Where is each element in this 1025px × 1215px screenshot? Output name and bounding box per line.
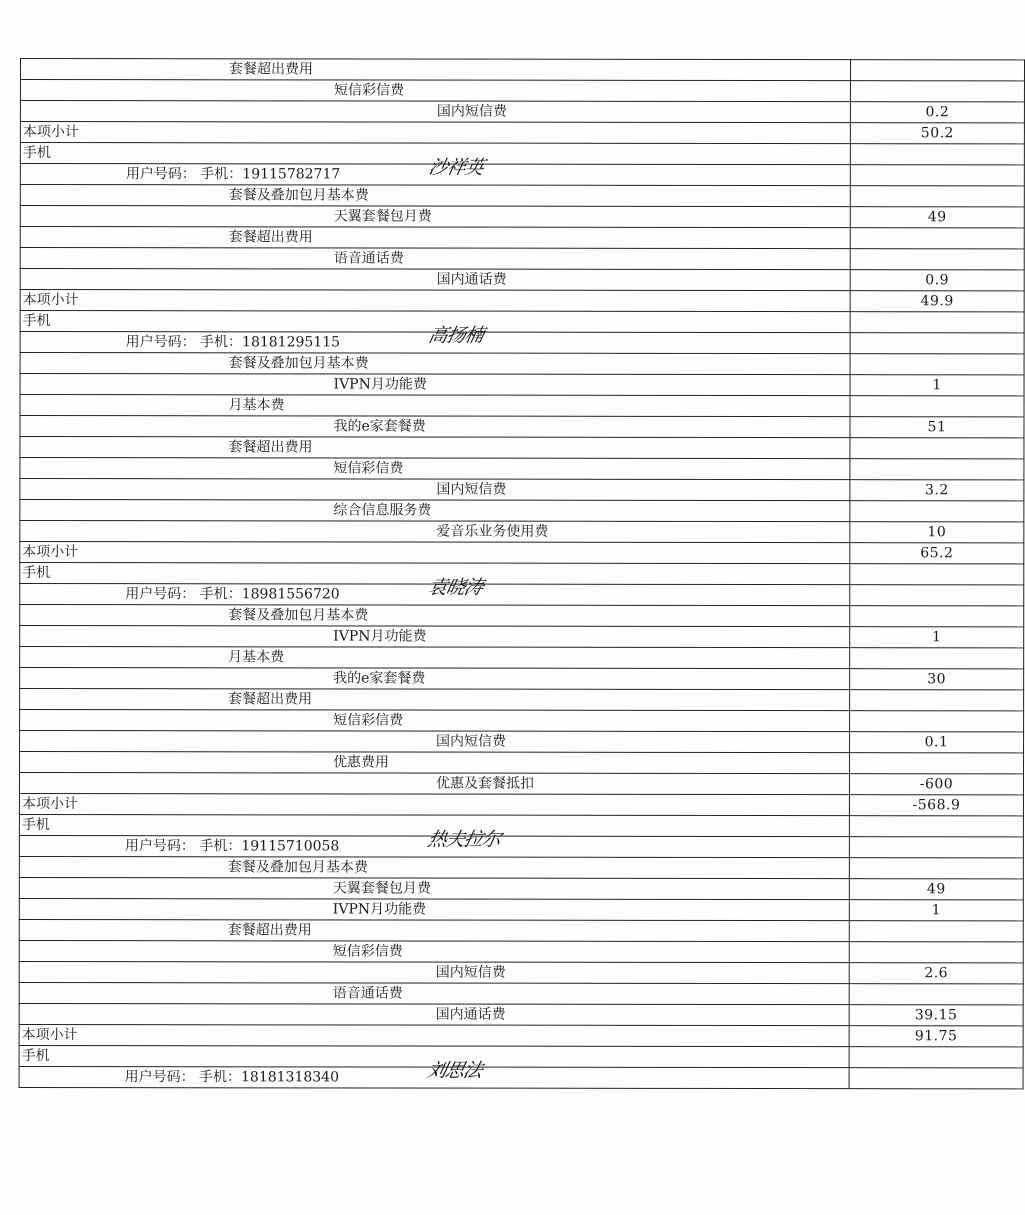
item-label: 优惠及套餐抵扣 [435,775,534,792]
item-label-cell [19,828,849,857]
charge-row [19,961,1023,983]
billing-detail-table [19,58,1025,1089]
item-label-cell [20,80,850,102]
item-label: 我的e家套餐费 [333,670,426,687]
amount-value: 49 [926,881,946,898]
amount-cell [850,711,1024,732]
amount-cell [850,144,1024,165]
item-label: 短信彩信费 [333,712,404,729]
amount-cell [850,165,1024,186]
amount-value: 0.9 [925,272,950,289]
amount-cell [849,837,1023,858]
amount-value: 1 [932,377,942,394]
handwritten-signature: 沙祥英 [426,156,486,179]
item-label: 手机 [22,313,51,330]
item-label: 套餐及叠加包月基本费 [228,355,369,372]
item-label: 本项小计 [22,292,79,309]
amount-cell [849,858,1023,879]
amount-value: -600 [919,776,954,793]
item-label-cell [20,324,850,354]
section-row [20,143,1024,165]
item-label: 套餐及叠加包月基本费 [227,859,368,876]
item-label-cell [20,710,850,732]
item-label: IVPN月功能费 [332,901,427,918]
item-label-cell [20,206,850,228]
item-label-cell [19,877,849,899]
charge-row [20,605,1024,627]
charge-row [20,395,1024,417]
amount-cell [849,795,1023,816]
amount-cell [850,543,1024,564]
item-label-cell [20,101,850,123]
subtotal-row [20,290,1024,312]
charge-row [20,458,1024,480]
handwritten-signature: 袁晓涛 [425,576,485,599]
item-label: 国内通话费 [435,1006,506,1023]
item-label-cell [20,731,850,753]
amount-cell [850,606,1024,627]
item-label-cell [20,752,850,774]
charge-row [20,353,1024,375]
item-label-cell [19,773,849,795]
charge-row [20,227,1024,249]
charge-row [20,206,1024,228]
charge-row [20,647,1024,669]
charge-row [19,1003,1023,1025]
item-label-cell [20,689,850,711]
item-label-cell [20,521,850,543]
amount-value: 65.2 [920,545,954,562]
amount-cell [850,81,1024,102]
item-label: 天翼套餐包月费 [332,880,431,897]
subtotal-row [19,794,1023,816]
amount-cell [850,501,1024,522]
charge-row [20,710,1024,732]
item-label-cell [20,437,850,459]
item-label: 套餐超出费用 [228,229,313,246]
amount-cell [850,690,1024,711]
amount-cell [850,438,1024,459]
subtotal-row [19,1024,1023,1046]
charge-row [19,898,1023,920]
item-label-cell [20,227,850,249]
amount-cell [850,627,1024,648]
item-label: 天翼套餐包月费 [333,208,432,225]
amount-value: 49 [927,209,947,226]
item-label-cell [20,626,850,648]
amount-value: 0.2 [925,104,950,121]
item-label: 套餐及叠加包月基本费 [228,607,369,624]
item-label-cell [20,576,850,606]
charge-row [19,773,1023,795]
charge-row [19,982,1023,1004]
item-label: 语音通话费 [332,985,403,1002]
amount-cell [850,732,1024,753]
item-label: 套餐超出费用 [227,922,312,939]
item-label: 短信彩信费 [333,460,404,477]
account-row [20,332,1024,354]
item-label-cell [20,311,850,333]
item-label: 优惠费用 [333,754,390,771]
item-label-cell [20,185,850,207]
subtotal-row [20,122,1024,144]
amount-cell [850,564,1024,585]
item-label-cell [20,668,850,690]
amount-cell [850,396,1024,417]
item-label-cell [20,156,850,186]
amount-value: 30 [927,671,947,688]
item-label: 短信彩信费 [333,82,404,99]
subtotal-row [20,542,1024,564]
amount-value: 39.15 [914,1007,958,1024]
item-label-cell [20,143,850,165]
item-label: 月基本费 [228,649,285,666]
item-label: 手机 [21,817,50,834]
item-label-cell [20,290,850,312]
item-label-cell [20,542,850,564]
amount-value: 0.1 [924,734,949,751]
amount-cell [850,375,1024,396]
amount-cell [850,753,1024,774]
amount-value: 1 [931,629,942,646]
amount-cell [849,1068,1023,1089]
item-label: 用户号码： 手机：18181295115 [125,334,341,351]
item-label: 手机 [21,1048,50,1065]
item-label-cell [20,479,850,501]
item-label-cell [20,353,850,375]
item-label-cell [20,416,850,438]
amount-cell [850,123,1024,144]
handwritten-signature: 高扬楠 [426,324,485,347]
section-row [20,311,1024,333]
charge-row [20,437,1024,459]
amount-cell [850,312,1024,333]
charge-row [19,877,1023,899]
charge-row [20,269,1024,291]
amount-cell [850,60,1024,81]
amount-cell [849,900,1023,921]
item-label-cell [19,856,849,878]
item-label: IVPN月功能费 [333,376,427,393]
charge-row [20,185,1024,207]
charge-row [20,479,1024,501]
amount-value: 49.9 [920,293,954,310]
amount-cell [849,879,1023,900]
amount-cell [850,249,1024,270]
charge-row [20,59,1024,81]
item-label-cell [20,458,850,480]
item-label-cell [19,1024,849,1046]
item-label-cell [20,395,850,417]
item-label: 国内通话费 [436,271,507,288]
item-label: 用户号码： 手机：19115782717 [125,166,341,183]
account-row [20,164,1024,186]
item-label: 国内短信费 [436,481,507,498]
item-label: 国内短信费 [435,964,506,981]
amount-value: 3.2 [924,482,949,499]
item-label-cell [19,794,849,816]
charge-row [20,500,1024,522]
item-label: 月基本费 [228,397,285,414]
item-label: 语音通话费 [333,250,404,267]
handwritten-signature: 刘思法 [425,1059,484,1082]
charge-row [20,731,1024,753]
amount-cell [850,207,1024,228]
charge-row [20,101,1024,123]
item-label: 我的e家套餐费 [333,418,426,435]
item-label-cell [19,940,849,962]
item-label: 本项小计 [21,796,78,813]
amount-cell [850,102,1024,123]
item-label: 本项小计 [21,1027,78,1044]
amount-value: 50.2 [920,125,954,142]
handwritten-signature: 热夫拉尔 [425,828,503,851]
amount-value: 1 [931,902,942,919]
item-label-cell [19,919,849,941]
account-row [20,584,1024,606]
item-label-cell [20,647,850,669]
item-label: 用户号码： 手机：18981556720 [125,586,340,603]
item-label: 本项小计 [22,544,79,561]
amount-cell [849,963,1023,984]
item-label-cell [20,374,850,396]
item-label: 套餐及叠加包月基本费 [228,187,369,204]
item-label-cell [19,898,849,920]
item-label: IVPN月功能费 [333,628,427,645]
amount-cell [850,417,1024,438]
section-row [19,814,1023,836]
amount-cell [849,774,1023,795]
amount-value: 10 [927,524,947,541]
charge-row [20,752,1024,774]
amount-cell [850,333,1024,354]
charge-row [20,668,1024,690]
charge-row [20,80,1024,102]
item-label-cell [19,982,849,1004]
section-row [19,1045,1023,1067]
item-label-cell [19,1045,849,1067]
amount-cell [849,1047,1023,1068]
amount-cell [849,984,1023,1005]
item-label: 套餐超出费用 [228,61,313,78]
amount-cell [850,291,1024,312]
amount-cell [849,816,1023,837]
amount-cell [850,669,1024,690]
amount-cell [850,480,1024,501]
amount-cell [849,921,1023,942]
item-label-cell [20,59,850,81]
item-label: 用户号码： 手机：19115710058 [124,838,340,855]
item-label-cell [19,1003,849,1025]
item-label-cell [20,605,850,627]
amount-value: -568.9 [912,797,961,814]
item-label-cell [20,500,850,522]
amount-cell [850,459,1024,480]
charge-row [20,374,1024,396]
item-label: 本项小计 [22,124,79,141]
amount-cell [849,1005,1023,1026]
item-label: 用户号码： 手机：18181318340 [124,1069,340,1086]
charge-row [20,416,1024,438]
charge-row [19,919,1023,941]
item-label: 套餐超出费用 [228,439,313,456]
item-label: 爱音乐业务使用费 [436,523,549,540]
account-row [19,1066,1023,1088]
amount-value: 2.6 [924,965,949,982]
item-label: 综合信息服务费 [333,502,432,519]
item-label: 国内短信费 [436,103,507,120]
charge-row [19,940,1023,962]
item-label-cell [19,961,849,983]
item-label-cell [20,122,850,144]
amount-value: 51 [927,419,947,436]
item-label: 手机 [22,145,51,162]
item-label: 套餐超出费用 [228,691,313,708]
amount-cell [849,942,1023,963]
amount-cell [850,648,1024,669]
amount-cell [850,354,1024,375]
charge-row [20,248,1024,270]
amount-cell [850,228,1024,249]
item-label: 国内短信费 [436,733,507,750]
amount-cell [850,585,1024,606]
item-label-cell [19,814,849,836]
item-label: 手机 [22,565,51,582]
charge-row [19,856,1023,878]
amount-value: 91.75 [914,1028,958,1045]
item-label-cell [20,563,850,585]
charge-row [20,626,1024,648]
amount-cell [850,270,1024,291]
item-label-cell [20,269,850,291]
item-label-cell [19,1059,849,1088]
amount-cell [850,186,1024,207]
amount-cell [849,1026,1023,1047]
amount-cell [850,522,1024,543]
account-row [19,835,1023,857]
billing-rows [19,59,1024,1089]
section-row [20,563,1024,585]
charge-row [20,689,1024,711]
item-label: 短信彩信费 [332,943,403,960]
item-label-cell [20,248,850,270]
charge-row [20,521,1024,543]
